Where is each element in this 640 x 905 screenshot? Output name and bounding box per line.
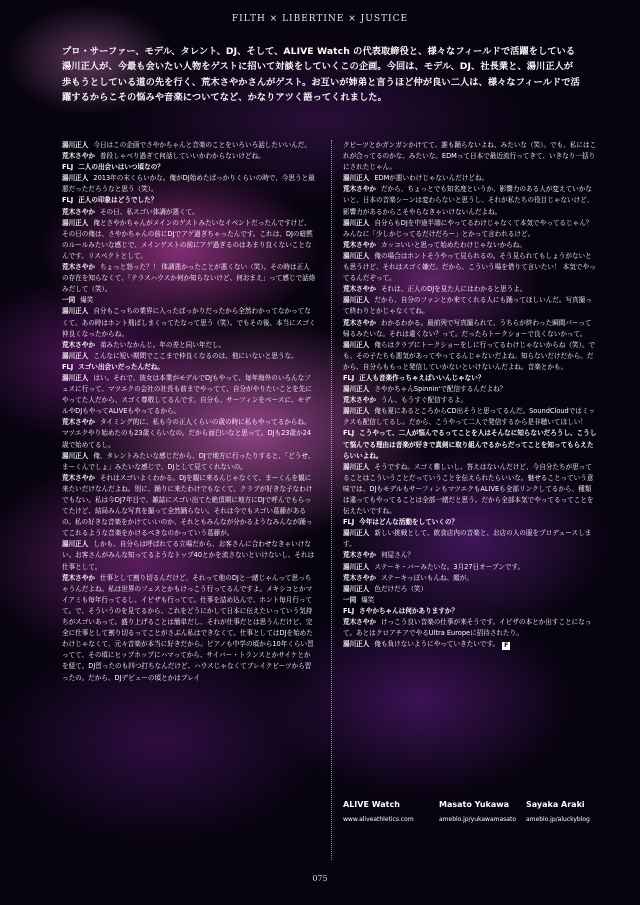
dialogue-text: だから、ちょっとでも知名度というか、影響力のある人が変えていかないと、日本の音楽シーンは変わらないと思うし、それが私たちの役目じゃないけど、影響力があるからこそやらなきゃいけないんだよね。 — [343, 185, 594, 216]
dialogue-line — [343, 573, 597, 584]
dialogue-line — [62, 473, 316, 540]
dialogue-line — [343, 140, 597, 173]
dialogue-line — [343, 595, 597, 606]
dialogue-text: それはスゴいよくわかる。DJを観に来るんじゃなくて、まーくんを観に来たいだけなんだよね。別に、踊りに来たわけでもなくて、クラブが好きな子なわけでもない。私は今DJ7年目で、雑誌にスゴい出てた絶頂期に地方にDJで呼んでもらってたけど、結局みんな写真を撮って全然踊らない。それは今でもスゴい葛藤があるの。私の好きな音楽をかけていいのか、それともみんなが分かるようなみんなが踊ってこれるような音楽をかけるべきなのかっていう葛藤が。 — [62, 473, 313, 538]
dialogue-text: 自分らもDJを中途半端にやってるわけじゃなくて本気でやってるじゃん？ みんなに「少しかじってるだけだろー」とかって言われるけど。 — [343, 218, 593, 238]
speaker-label: 湯川正人 — [62, 540, 89, 549]
speaker-label: 湯川正人 — [62, 373, 89, 382]
speaker-label: 一同 — [343, 595, 357, 604]
dialogue-line — [62, 207, 316, 218]
dialogue-text: はい。それで、彼女は本業がモデルでDJもやって、毎年海外のいろんなフェスに行って、マツエクの会社の社長も前までやってて、自分がやりたいことを先にやってた人だから、スゴく尊敬してるんです。自分も、サーフィンをベースに、モデルやDJもやってALIVEもやってるから。 — [62, 373, 312, 416]
dialogue-text: ちょっと怒った？！ 体調悪かったことが悪くない（笑）。その時は正人の存在を知らなくて、「テラスハウスか何か知らないけど、何おまえ」って感じで話絡みだして（笑）。 — [62, 263, 316, 294]
speaker-label: 荒木さやか — [62, 418, 95, 427]
credit-name: Sayaka Araki — [526, 800, 585, 809]
speaker-label: FLJ — [62, 196, 74, 205]
dialogue-text: 俺の場合はホントそうやって見られるの。そう見られてもしょうがないとも思うけど、それはスゴく嫌だ。だから、こういう場を借りて言いたい！ 本気でやってるんだぞって。 — [343, 251, 596, 283]
dialogue-text: 俺も負けないようにやっていきたいです。 — [374, 640, 500, 649]
dialogue-text: クビーツとかガンガンかけてて、誰も踊らないよね、みたいな（笑）。でも、私にはこれが合ってるのかな、みたいな。EDMって日本で最近流行ってきて、いきなり一括りにされたじゃん。 — [343, 141, 597, 172]
dialogue-text: さやかちゃんSpinnin'で配信するんだよね？ — [374, 385, 507, 394]
speaker-label: 湯川正人 — [343, 251, 370, 260]
credit-url[interactable]: ameblo.jp/yukawamasato — [439, 816, 516, 823]
dialogue-text: 今日はこの企画でさやかちゃんと音楽のことをいろいろ話したいいんだ。 — [93, 141, 311, 149]
dialogue-line — [62, 173, 316, 195]
credit-name: ALIVE Watch — [343, 800, 400, 809]
speaker-label: FLJ — [62, 163, 74, 172]
dialogue-line — [62, 195, 316, 206]
dialogue-line — [343, 184, 597, 217]
speaker-label: 湯川正人 — [343, 340, 370, 349]
speaker-label: 湯川正人 — [343, 562, 370, 571]
dialogue-line — [62, 340, 316, 351]
dialogue-text: 俺らはクラブにトークショーをしに行ってるわけじゃないからね（笑）。でも、その子たちも悪気があってやってるんじゃないだよね。知らないだけだから。だから、自分らももっと発信していかないといけないんだよね。音楽とかも。 — [343, 340, 596, 371]
dialogue-line — [343, 428, 597, 461]
speaker-label: 湯川正人 — [343, 584, 370, 593]
dialogue-text: 俺、タレントみたいな感じだから、DJで地方に行ったりすると、「どうせ、まーくんでしょ」みたいな感じで、DJとして見てくれないの。 — [62, 451, 315, 471]
dialogue-text: 何屋さん？ — [380, 551, 414, 560]
page-header-title: FILTH × LIBERTINE × JUSTICE — [231, 14, 409, 24]
dialogue-line — [62, 373, 316, 417]
dialogue-text: EDMが悪いわけじゃないんだけどね。 — [374, 174, 489, 183]
dialogue-line — [62, 295, 316, 306]
speaker-label: 湯川正人 — [62, 307, 89, 316]
speaker-label: 一同 — [62, 296, 76, 305]
dialogue-line — [343, 373, 597, 384]
dialogue-line — [343, 340, 597, 373]
dialogue-line — [62, 306, 316, 339]
column-divider — [331, 140, 332, 860]
speaker-label: 荒木さやか — [343, 285, 376, 294]
dialogue-line — [343, 240, 597, 251]
dialogue-line — [62, 451, 316, 473]
speaker-label: FLJ — [343, 373, 355, 382]
dialogue-line — [62, 151, 316, 162]
speaker-label: FLJ — [62, 362, 74, 371]
dialogue-line — [62, 417, 316, 450]
dialogue-line — [343, 584, 597, 595]
dialogue-text: 仕事として割り切るんだけど、それって他のDJと一緒じゃんって思っちゃうんだよね。私は世界のフェスとかもけっこう行ってるんですよ。メキシコとかマイアミも毎年行ってるし、イビザも行ってて。仕事を詰め込んで、ホント毎月行ってて。で、そういうのを見てるから、これをどうにかして日本に伝えたいっていう気持ちがスゴいあって。盛り上げることは簡単だし、それが仕事だとは思うんだけど、完全に仕事として割り切るってことがさぶん私はできなくて。仕事としてはDJを始めたわけじゃなくて、元々音楽が本当に好きだから。ピアノも中学の頃から10年くらい習ってて、その頃にヒップホップにハマってから、サイバー・トランスとかサイケとかを経て。DJ習ったのも四つ打ちなんだけど、ハウスじゃなくてブレイクビーツから習ったの。だから、DJデビューの頃とかはブレイ — [62, 573, 314, 682]
credit-alive-watch — [343, 800, 414, 823]
speaker-label: 荒木さやか — [343, 551, 376, 560]
dialogue-text: 俺も夏にあるところからCD出そうと思ってるんだ。SoundCloudではミックスも配信してるし。だから、こうやって二人で発信するから是非聴いてほしい！ — [343, 407, 595, 427]
dialogue-line — [343, 251, 597, 284]
dialogue-text: 自分もこっちの業界に入ったばっかりだったから全然わかってなかってなくて、あの時はホント飛ばしまくってたなって思う（笑）。でもその後、本当にスゴく仲良くなったからね。 — [62, 307, 316, 338]
dialogue-line — [343, 406, 597, 428]
speaker-label: 湯川正人 — [62, 141, 89, 149]
dialogue-text: さやかちゃんは何かありますか？ — [359, 606, 459, 615]
lead-paragraph: プロ・サーファー、モデル、タレント、DJ、そして、ALIVE Watch の代表取締役と、様々なフィールドで活躍をしている湯川正人が、今最も会いたい人物をゲストに招いて対談をしていくこの企画。今回は、モデル、DJ、社長業と、湯川正人が歩もうとしている道の先を行く、荒木さやかさんがゲスト。お互いが姉弟と言うほど仲が良い二人は、様々なフィールドで活躍するからこその悩みや音楽についてなど、かなりアツく語ってくれました。 — [62, 46, 580, 104]
dialogue-line — [343, 550, 597, 561]
speaker-label: 湯川正人 — [343, 407, 370, 416]
speaker-label: 湯川正人 — [343, 174, 370, 183]
dialogue-text: 二人の出会いはいつ頃なの？ — [78, 163, 164, 172]
dialogue-line — [62, 539, 316, 572]
dialogue-line — [343, 284, 597, 295]
credit-sayaka-araki — [526, 800, 590, 823]
dialogue-line — [343, 295, 597, 317]
speaker-label: 湯川正人 — [343, 296, 370, 305]
speaker-label: 湯川正人 — [343, 385, 370, 394]
dialogue-text: スゴい出会いだったんだね。 — [78, 362, 164, 371]
dialogue-text: 普段しゃべり過ぎて何話していいかわからないけどね。 — [99, 152, 265, 161]
right-text-column — [343, 140, 597, 650]
speaker-label: FLJ — [343, 429, 355, 438]
dialogue-text: タイミング的に、私も今の正人くらいの歳の時に私もやってるからね。マツエクやり始めたのも23歳くらいなの。だから面白いなと思って。DJも23歳か24歳で始めてるし。 — [62, 418, 312, 449]
dialogue-text: 色だけだろ（笑） — [374, 584, 428, 593]
dialogue-line — [343, 173, 597, 184]
speaker-label: 荒木さやか — [62, 340, 95, 349]
speaker-label: 荒木さやか — [343, 573, 376, 582]
speaker-label: 荒木さやか — [62, 207, 95, 216]
speaker-label: 湯川正人 — [62, 218, 89, 227]
dialogue-text: ステーキ・バーみたいな。3月27日オープンです。 — [374, 562, 525, 571]
speaker-label: 荒木さやか — [343, 318, 376, 327]
dialogue-line — [343, 606, 597, 617]
speaker-label: 荒木さやか — [62, 473, 95, 482]
dialogue-line — [62, 362, 316, 373]
dialogue-text: 弟みたいなかんじ。年の差と同い年だし。 — [99, 340, 226, 349]
speaker-label: 荒木さやか — [343, 618, 376, 627]
speaker-label: 湯川正人 — [62, 351, 89, 360]
dialogue-text: 今年はどんな活動をしていくの？ — [359, 518, 459, 527]
dialogue-line — [62, 262, 316, 295]
dialogue-line — [343, 384, 597, 395]
credit-url[interactable]: www.aliveathletics.com — [343, 816, 414, 823]
speaker-label: 湯川正人 — [62, 174, 89, 183]
dialogue-line — [343, 528, 597, 550]
speaker-label: 湯川正人 — [343, 529, 370, 538]
dialogue-text: 正人も音楽作っちゃえばいいんじゃない？ — [359, 373, 485, 382]
dialogue-line — [62, 162, 316, 173]
dialogue-text: けっこう良い音楽の仕事が来そうです。イビザの本とか出すことになって。あとはクロアチアでやるUltra Europeに招待されたり。 — [343, 618, 592, 638]
dialogue-text: 正人の印象はどうでした？ — [78, 196, 158, 205]
left-text-column — [62, 140, 316, 684]
dialogue-text: その日、私スゴい体調が悪くて。 — [99, 207, 199, 216]
credit-url[interactable]: ameblo.jp/aluckyblog — [526, 816, 590, 823]
dialogue-line — [343, 562, 597, 573]
speaker-label: 荒木さやか — [343, 185, 376, 194]
dialogue-text: わかるわかる。最前列で写真撮られて、うちらが終わった瞬間パーって帰るみたいな。それは違くない？って。だったらトークショーで良くないかって。 — [343, 318, 592, 338]
dialogue-line — [62, 573, 316, 684]
dialogue-text: 俺とさやかちゃんがメインのゲストみたいなイベントだったんですけど、その日の俺は、さやかちゃんの前にDJでアゲ過ぎちゃったんです。これは、DJの暗黙のルールみたいな感じで、メインゲストの前にアゲ過ぎるのはあまり良くないことなんです。リスペクトとして。 — [62, 218, 313, 260]
dialogue-line — [62, 218, 316, 262]
dialogue-line — [343, 617, 597, 639]
dialogue-line — [62, 351, 316, 362]
dialogue-text: そうですね。スゴく難しいし、答えはないんだけど、今自分たちが思ってることはこういうことだっていうことを伝えられたらいいな。魅せることっていう意味では、DJもモデルもサーフィンもマツエクもALIVEも全部リンクしてるから、種類は違ってもやってることは全部一緒だと思う。だから全部本気でやってるってことを伝えたいですね。 — [343, 462, 594, 516]
speaker-label: FLJ — [343, 606, 355, 615]
speaker-label: 荒木さやか — [62, 573, 95, 582]
dialogue-text: カッコいいと思って始めたわけじゃないからね。 — [380, 240, 526, 249]
dialogue-text: こうやって、二人が悩んでるってことを人はそんなに知らないだろうし、こうして悩んでる理由は音楽が好きで真剣に取り組んでるからだってことを知ってもらえたらいいよね。 — [343, 429, 597, 460]
dialogue-text: だから、自分のファンとか来てくれる人にも踊ってほしいんだ。写真撮って終わりとかじゃなくてね。 — [343, 296, 592, 316]
dialogue-text: 爆笑 — [361, 595, 375, 604]
end-mark-icon: F — [504, 642, 509, 650]
page-number: 075 — [312, 874, 328, 883]
speaker-label: 荒木さやか — [343, 240, 376, 249]
dialogue-text: 爆笑 — [80, 296, 94, 305]
speaker-label: 湯川正人 — [62, 451, 89, 460]
dialogue-text: それは、正人のDJを見た人にはわかると思うよ。 — [380, 285, 527, 294]
speaker-label: 荒木さやか — [62, 152, 95, 161]
speaker-label: 湯川正人 — [343, 462, 370, 471]
dialogue-line — [62, 140, 316, 151]
dialogue-line — [343, 318, 597, 340]
credit-name: Masato Yukawa — [439, 800, 510, 809]
dialogue-text: しかも、自分らは呼ばれてる立場だから、お客さんに合わせなきゃいけない。お客さんがみんな知ってるようなトップ40とかを流さないといけないし、それは仕事として。 — [62, 540, 315, 571]
dialogue-line — [343, 395, 597, 406]
speaker-label: 荒木さやか — [343, 396, 376, 405]
dialogue-text: 新しい挑戦として、飲食店内の音楽と、お店の人の服をプロデュースします。 — [343, 529, 592, 549]
dialogue-line — [343, 462, 597, 517]
dialogue-text: こんなに短い期間でここまで仲良くなるのは、他にいないと思うな。 — [93, 351, 298, 360]
dialogue-line — [343, 218, 597, 240]
speaker-label: 荒木さやか — [62, 263, 95, 272]
dialogue-text: うん、もうすぐ配信するよ。 — [380, 396, 468, 405]
dialogue-line — [343, 639, 597, 650]
dialogue-line — [343, 517, 597, 528]
speaker-label: 湯川正人 — [343, 640, 370, 649]
dialogue-text: 2013年の末くらいかな。俺がDJ始めたばっかりくらいの時で、今思うと最悪だっただろうなと思う（笑）。 — [62, 174, 315, 194]
speaker-label: FLJ — [343, 518, 355, 527]
speaker-label: 湯川正人 — [343, 218, 370, 227]
dialogue-text: ステーキっぽいもんね、顔が。 — [380, 573, 473, 582]
credit-masato-yukawa — [439, 800, 516, 823]
